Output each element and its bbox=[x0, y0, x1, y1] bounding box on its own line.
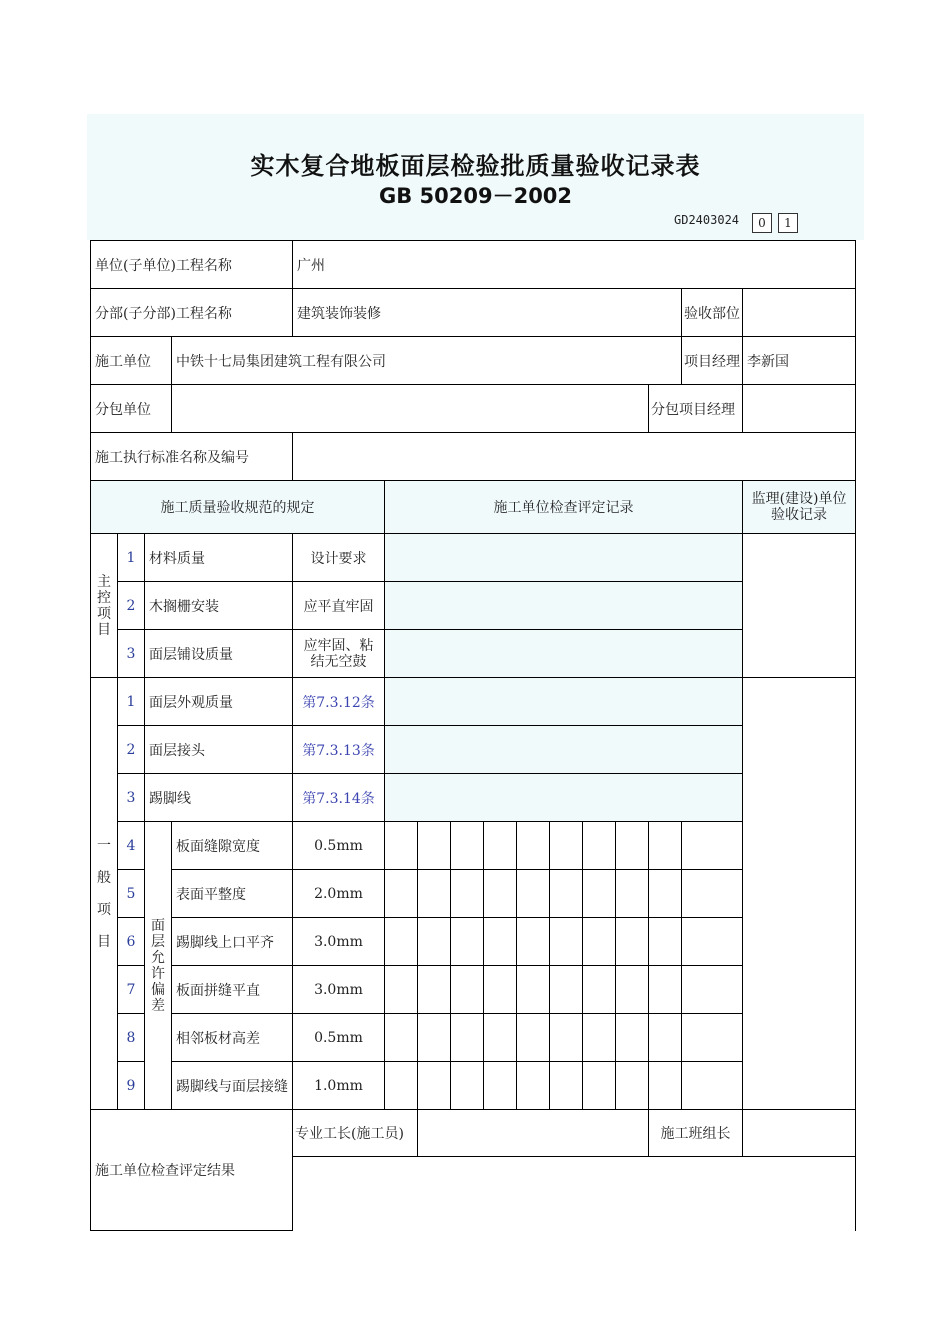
general-item-record[interactable] bbox=[385, 774, 743, 822]
measure-cell[interactable] bbox=[418, 966, 451, 1014]
measure-cell[interactable] bbox=[385, 966, 418, 1014]
tolerance-label: 面层允许偏差 bbox=[145, 822, 172, 1110]
measure-cell[interactable] bbox=[385, 1062, 418, 1110]
measure-cell[interactable] bbox=[616, 870, 649, 918]
measure-cell[interactable] bbox=[451, 822, 484, 870]
general-supervisor-record[interactable] bbox=[743, 678, 856, 1110]
result-value[interactable] bbox=[293, 1157, 856, 1231]
main-item-record[interactable] bbox=[385, 630, 743, 678]
measure-cell[interactable] bbox=[451, 918, 484, 966]
main-item-name: 面层铺设质量 bbox=[145, 630, 293, 678]
main-item-name: 材料质量 bbox=[145, 534, 293, 582]
measure-cell[interactable] bbox=[385, 1014, 418, 1062]
general-item-name: 面层外观质量 bbox=[145, 678, 293, 726]
acceptance-part-label: 验收部位 bbox=[682, 289, 743, 337]
measure-cell[interactable] bbox=[583, 822, 616, 870]
general-item-req[interactable]: 第7.3.13条 bbox=[293, 726, 385, 774]
measure-cell[interactable] bbox=[418, 870, 451, 918]
measure-cell[interactable] bbox=[451, 966, 484, 1014]
measure-cell[interactable] bbox=[385, 870, 418, 918]
tolerance-item-name: 板面拼缝平直 bbox=[172, 966, 293, 1014]
measure-cell[interactable] bbox=[550, 1062, 583, 1110]
measure-cell[interactable] bbox=[583, 870, 616, 918]
measure-cell[interactable] bbox=[616, 822, 649, 870]
measure-cell[interactable] bbox=[550, 822, 583, 870]
tolerance-item-name: 板面缝隙宽度 bbox=[172, 822, 293, 870]
general-item-req[interactable]: 第7.3.14条 bbox=[293, 774, 385, 822]
measure-cell[interactable] bbox=[649, 1014, 682, 1062]
sub-manager-label: 分包项目经理 bbox=[649, 385, 743, 433]
measure-cell[interactable] bbox=[616, 1014, 649, 1062]
measure-cell[interactable] bbox=[517, 1014, 550, 1062]
project-manager-label: 项目经理 bbox=[682, 337, 743, 385]
tolerance-item-req: 3.0mm bbox=[293, 918, 385, 966]
standard-label: 施工执行标准名称及编号 bbox=[91, 433, 293, 481]
tolerance-item-no: 7 bbox=[118, 966, 145, 1014]
measure-cell[interactable] bbox=[418, 822, 451, 870]
general-item-no: 1 bbox=[118, 678, 145, 726]
main-item-record[interactable] bbox=[385, 582, 743, 630]
measure-cell[interactable] bbox=[649, 1062, 682, 1110]
subcontractor-value[interactable] bbox=[172, 385, 649, 433]
sub-manager-value[interactable] bbox=[743, 385, 856, 433]
measure-cell[interactable] bbox=[616, 1062, 649, 1110]
measure-cell[interactable] bbox=[682, 870, 743, 918]
measure-cell[interactable] bbox=[484, 1014, 517, 1062]
measure-cell[interactable] bbox=[583, 918, 616, 966]
measure-cell[interactable] bbox=[517, 918, 550, 966]
contractor-label: 施工单位 bbox=[91, 337, 172, 385]
main-item-no: 3 bbox=[118, 630, 145, 678]
measure-cell[interactable] bbox=[682, 822, 743, 870]
measure-cell[interactable] bbox=[682, 966, 743, 1014]
measure-cell[interactable] bbox=[616, 918, 649, 966]
measure-cell[interactable] bbox=[616, 966, 649, 1014]
measure-cell[interactable] bbox=[484, 870, 517, 918]
measure-cell[interactable] bbox=[418, 1014, 451, 1062]
measure-cell[interactable] bbox=[550, 918, 583, 966]
acceptance-part-value[interactable] bbox=[743, 289, 856, 337]
sub-project-label: 分部(子分部)工程名称 bbox=[91, 289, 293, 337]
main-item-req: 应牢固、粘结无空鼓 bbox=[293, 630, 385, 678]
project-manager-value[interactable]: 李新国 bbox=[743, 337, 856, 385]
measure-cell[interactable] bbox=[418, 918, 451, 966]
code-box-2[interactable]: 1 bbox=[778, 213, 798, 233]
result-label: 施工单位检查评定结果 bbox=[91, 1110, 293, 1231]
general-item-name: 面层接头 bbox=[145, 726, 293, 774]
tolerance-item-req: 1.0mm bbox=[293, 1062, 385, 1110]
measure-cell[interactable] bbox=[517, 822, 550, 870]
measure-cell[interactable] bbox=[517, 1062, 550, 1110]
tolerance-item-name: 表面平整度 bbox=[172, 870, 293, 918]
standard-code: GB 50209－2002 bbox=[378, 184, 573, 208]
tolerance-item-name: 相邻板材高差 bbox=[172, 1014, 293, 1062]
measure-cell[interactable] bbox=[484, 918, 517, 966]
main-control-label: 主控项目 bbox=[91, 534, 118, 678]
main-item-record[interactable] bbox=[385, 534, 743, 582]
measure-cell[interactable] bbox=[682, 1062, 743, 1110]
measure-cell[interactable] bbox=[451, 870, 484, 918]
measure-cell[interactable] bbox=[583, 966, 616, 1014]
general-item-record[interactable] bbox=[385, 678, 743, 726]
tolerance-item-no: 6 bbox=[118, 918, 145, 966]
general-item-no: 3 bbox=[118, 774, 145, 822]
tolerance-item-no: 8 bbox=[118, 1014, 145, 1062]
tolerance-item-req: 2.0mm bbox=[293, 870, 385, 918]
measure-cell[interactable] bbox=[451, 1062, 484, 1110]
code-box-1[interactable]: 0 bbox=[752, 213, 772, 233]
general-item-req[interactable]: 第7.3.12条 bbox=[293, 678, 385, 726]
measure-cell[interactable] bbox=[484, 966, 517, 1014]
main-item-no: 2 bbox=[118, 582, 145, 630]
col-header-supervisor: 监理(建设)单位验收记录 bbox=[743, 481, 856, 534]
main-item-name: 木搁栅安装 bbox=[145, 582, 293, 630]
measure-cell[interactable] bbox=[385, 822, 418, 870]
measure-cell[interactable] bbox=[550, 870, 583, 918]
measure-cell[interactable] bbox=[550, 966, 583, 1014]
measure-cell[interactable] bbox=[385, 918, 418, 966]
main-item-req: 应平直牢固 bbox=[293, 582, 385, 630]
measure-cell[interactable] bbox=[550, 1014, 583, 1062]
tolerance-item-name: 踢脚线与面层接缝 bbox=[172, 1062, 293, 1110]
foreman-value[interactable] bbox=[418, 1110, 649, 1157]
measure-cell[interactable] bbox=[484, 1062, 517, 1110]
general-item-record[interactable] bbox=[385, 726, 743, 774]
measure-cell[interactable] bbox=[649, 822, 682, 870]
col-header-record: 施工单位检查评定记录 bbox=[385, 481, 743, 534]
tolerance-item-name: 踢脚线上口平齐 bbox=[172, 918, 293, 966]
measure-cell[interactable] bbox=[649, 918, 682, 966]
general-label: 一般项目 bbox=[91, 678, 118, 1110]
tolerance-item-req: 0.5mm bbox=[293, 1014, 385, 1062]
foreman-label: 专业工长(施工员) bbox=[293, 1110, 418, 1157]
measure-cell[interactable] bbox=[682, 1014, 743, 1062]
measure-cell[interactable] bbox=[649, 966, 682, 1014]
main-item-no: 1 bbox=[118, 534, 145, 582]
team-leader-value[interactable] bbox=[743, 1110, 856, 1157]
tolerance-item-no: 4 bbox=[118, 822, 145, 870]
form-title: 实木复合地板面层检验批质量验收记录表 bbox=[250, 152, 701, 180]
measure-cell[interactable] bbox=[484, 822, 517, 870]
main-supervisor-record[interactable] bbox=[743, 534, 856, 678]
measure-cell[interactable] bbox=[583, 1014, 616, 1062]
team-leader-label: 施工班组长 bbox=[649, 1110, 743, 1157]
measure-cell[interactable] bbox=[418, 1062, 451, 1110]
measure-cell[interactable] bbox=[517, 870, 550, 918]
subcontractor-label: 分包单位 bbox=[91, 385, 172, 433]
tolerance-item-req: 0.5mm bbox=[293, 822, 385, 870]
form-code: GD2403024 bbox=[674, 213, 740, 227]
measure-cell[interactable] bbox=[451, 1014, 484, 1062]
tolerance-item-no: 9 bbox=[118, 1062, 145, 1110]
measure-cell[interactable] bbox=[682, 918, 743, 966]
contractor-value[interactable]: 中铁十七局集团建筑工程有限公司 bbox=[172, 337, 682, 385]
general-item-no: 2 bbox=[118, 726, 145, 774]
inspection-table bbox=[90, 240, 856, 1231]
measure-cell[interactable] bbox=[649, 870, 682, 918]
tolerance-item-req: 3.0mm bbox=[293, 966, 385, 1014]
unit-project-value[interactable]: 广州 bbox=[293, 241, 856, 289]
sub-project-value[interactable]: 建筑装饰装修 bbox=[293, 289, 682, 337]
measure-cell[interactable] bbox=[517, 966, 550, 1014]
measure-cell[interactable] bbox=[583, 1062, 616, 1110]
main-item-req: 设计要求 bbox=[293, 534, 385, 582]
unit-project-label: 单位(子单位)工程名称 bbox=[91, 241, 293, 289]
general-item-name: 踢脚线 bbox=[145, 774, 293, 822]
tolerance-item-no: 5 bbox=[118, 870, 145, 918]
col-header-spec: 施工质量验收规范的规定 bbox=[91, 481, 385, 534]
standard-value[interactable] bbox=[293, 433, 856, 481]
